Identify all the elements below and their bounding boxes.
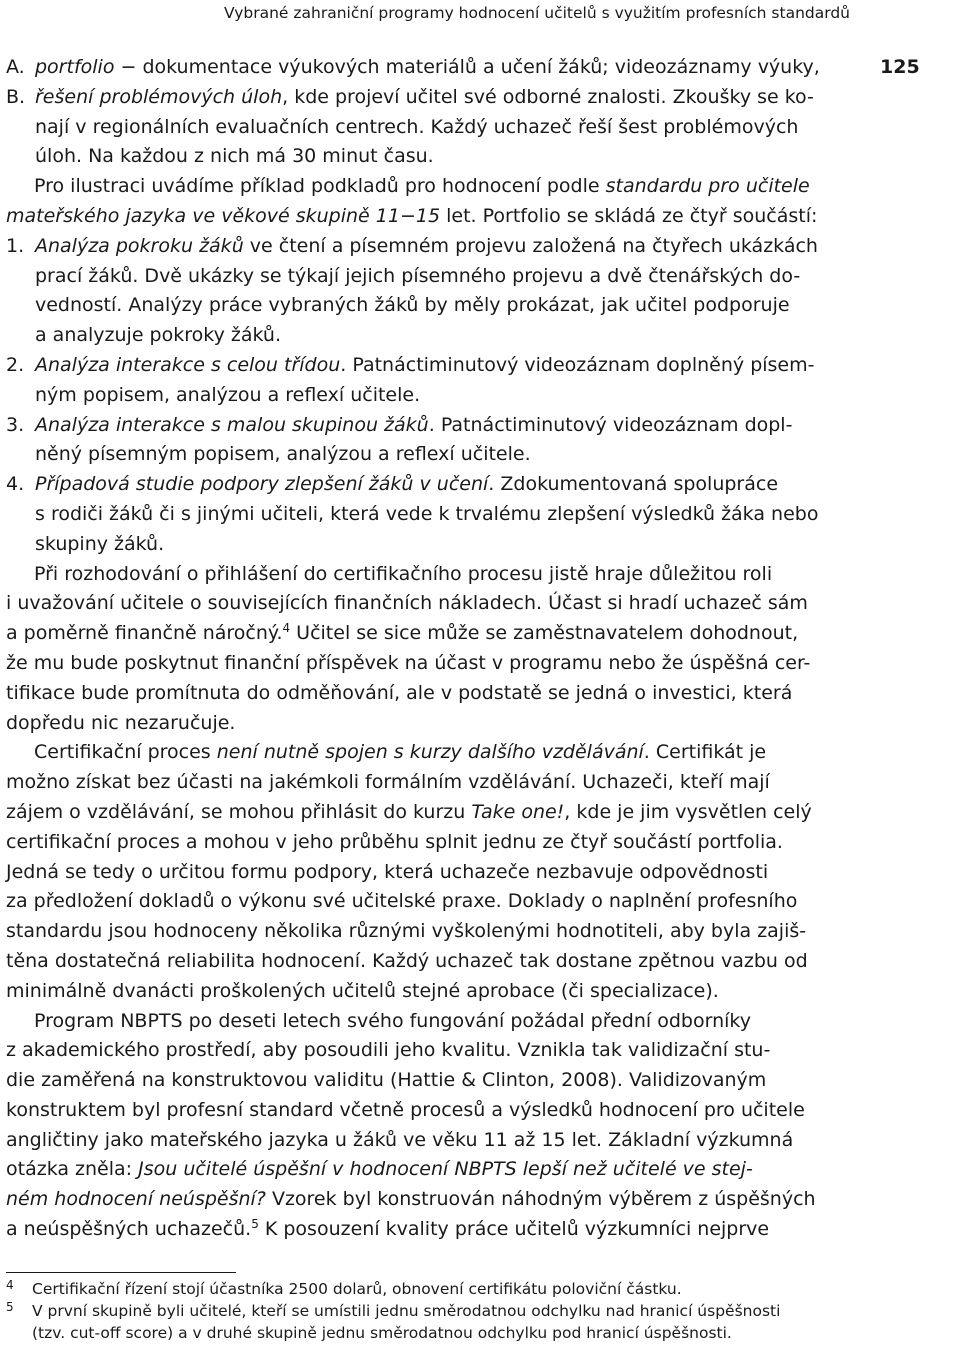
paragraph-line: standardu jsou hodnoceny několika různými vyškolenými hodnotiteli, aby byla zajiš- [6, 920, 807, 943]
paragraph-line [6, 1185, 848, 1215]
text: . Zdokumentovaná spolupráce [488, 473, 779, 496]
text-line: skupiny žáků. [35, 532, 165, 555]
component-4 [6, 470, 848, 500]
footnote-number: 4 [6, 1278, 14, 1292]
text: Učitel se sice může se zaměstnavatelem dohodnout, [290, 622, 799, 645]
footnote-number: 5 [6, 1300, 14, 1314]
text-line: vedností. Analýzy práce vybraných žáků by měly prokázat, jak učitel podporuje [35, 294, 790, 317]
intro-line [6, 172, 848, 202]
main-text [6, 53, 848, 1245]
text-line: něný písemným popisem, analýzou a reflexí učitele. [35, 443, 531, 466]
footnote-4 [6, 1278, 852, 1300]
component-title: Analýza pokroku žáků [35, 234, 244, 257]
text: − dokumentace výukových materiálů a učení žáků; videozáznamy výuky, [114, 56, 820, 78]
text: otázka zněla: [6, 1158, 139, 1181]
text-line: úloh. Na každou z nich má 30 minut času. [35, 145, 434, 168]
text: . Patnáctiminutový videozáznam dopl- [428, 413, 793, 436]
paragraph-line: die zaměřená na konstruktovou validitu (Hattie & Clinton, 2008). Validizovaným [6, 1069, 767, 1092]
list-label: 4. [6, 473, 25, 496]
paragraph-line: Při rozhodování o přihlášení do certifikačního procesu jistě hraje důležitou roli [34, 562, 773, 585]
text: Certifikační proces [34, 741, 217, 764]
paragraph-line: že mu bude poskytnut finanční příspěvek na účast v programu nebo že úspěšná cer- [6, 651, 811, 674]
text-line: nají v regionálních evaluačních centrech. Každý uchazeč řeší šest problémových [35, 115, 799, 138]
paragraph-line [6, 738, 848, 768]
list-label: B. [6, 85, 26, 108]
text: let. Portfolio se skládá ze čtyř součástí: [440, 204, 818, 227]
footnote-text: Certifikační řízení stojí účastníka 2500 dolarů, obnovení certifikátu poloviční částku. [32, 1280, 682, 1298]
text: zájem o vzdělávání, se mohou přihlásit do kurzu [6, 800, 472, 823]
text: . Patnáctiminutový videozáznam doplněný písem- [340, 353, 815, 376]
paragraph-line: angličtiny jako mateřského jazyka u žáků ve věku 11 až 15 let. Základní výzkumná [6, 1128, 794, 1151]
text-line: a analyzuje pokroky žáků. [35, 324, 281, 347]
paragraph-line [6, 1215, 848, 1245]
list-label: 1. [6, 234, 25, 257]
paragraph-line: i uvažování učitele o souvisejících finančních nákladech. Účast si hradí uchazeč sám [6, 592, 808, 615]
paragraph-line: z akademického prostředí, aby posoudili jeho kvalitu. Vznikla tak validizační stu- [6, 1039, 771, 1062]
list-label: 3. [6, 413, 25, 436]
list-item-b [6, 83, 848, 113]
term: řešení problémových úloh [35, 85, 283, 108]
component-3 [6, 411, 848, 441]
footnote-5 [6, 1300, 852, 1322]
text: , kde je jim vysvětlen celý [564, 800, 812, 823]
text: Vzorek byl konstruován náhodným výběrem z úspěšných [265, 1188, 816, 1211]
footnote-5-continued: (tzv. cut-off score) a v druhé skupině jednu směrodatnou odchylku pod hranicí úspěšnosti. [32, 1324, 732, 1342]
text: a neúspěšných uchazečů. [6, 1218, 252, 1241]
footnote-text: V první skupině byli učitelé, kteří se umístili jednu směrodatnou odchylku nad hranicí úspěšnosti [32, 1302, 781, 1320]
intro-line [6, 202, 848, 232]
component-2 [6, 351, 848, 381]
list-item-a [6, 53, 848, 83]
paragraph-line [6, 619, 848, 649]
footnote-ref: 4 [282, 621, 291, 636]
list-label: 2. [6, 353, 25, 376]
term: standardu pro učitele [605, 175, 810, 198]
paragraph-line: minimálně dvanácti proškolených učitelů stejné aprobace (či specializace). [6, 979, 719, 1002]
paragraph-line: těna dostatečná reliabilita hodnocení. Každý uchazeč tak dostane zpětnou vazbu od [6, 949, 808, 972]
term: portfolio [35, 56, 115, 78]
text: Pro ilustraci uvádíme příklad podkladů pro hodnocení podle [34, 175, 606, 198]
paragraph-line: Program NBPTS po deseti letech svého fungování požádal přední odborníky [34, 1009, 751, 1032]
course-name: Take one! [471, 800, 565, 823]
research-question: Jsou učitelé úspěšní v hodnocení NBPTS lepší než učitelé ve stej- [138, 1158, 753, 1181]
text: . Certifikát je [643, 741, 767, 764]
text: a poměrně finančně náročný. [6, 622, 283, 645]
footnotes [6, 1278, 852, 1344]
paragraph-line: tifikace bude promítnuta do odměňování, ale v podstatě se jedná o investici, která [6, 681, 793, 704]
research-question: ném hodnocení neúspěšní? [6, 1188, 266, 1211]
text-line: prací žáků. Dvě ukázky se týkají jejich písemného projevu a dvě čtenářských do- [35, 264, 801, 287]
page-number: 125 [880, 56, 920, 78]
term: mateřského jazyka ve věkové skupině 11−15 [6, 204, 441, 227]
text-line: ným popisem, analýzou a reflexí učitele. [35, 383, 421, 406]
paragraph-line: za předložení dokladů o výkonu své učitelské praxe. Doklady o naplnění profesního [6, 890, 798, 913]
emphasis: není nutně spojen s kurzy dalšího vzdělávání [216, 741, 644, 764]
text: K posouzení kvality práce učitelů výzkumníci nejprve [258, 1218, 770, 1241]
running-header: Vybrané zahraniční programy hodnocení učitelů s využitím profesních standardů [224, 4, 850, 22]
paragraph-line: Jedná se tedy o určitou formu podpory, která uchazeče nezbavuje odpovědnosti [6, 860, 769, 883]
paragraph-line: certifikační proces a mohou v jeho průběhu splnit jednu ze čtyř součástí portfolia. [6, 830, 783, 853]
paragraph-line: možno získat bez účasti na jakémkoli formálním vzdělávání. Uchazeči, kteří mají [6, 771, 770, 794]
text-line: s rodiči žáků či s jinými učiteli, která vede k trvalému zlepšení výsledků žáka nebo [35, 502, 819, 525]
list-label: A. [6, 56, 25, 78]
component-1 [6, 232, 848, 262]
paragraph-line: dopředu nic nezaručuje. [6, 711, 236, 734]
paragraph-line: konstruktem byl profesní standard včetně procesů a výsledků hodnocení pro učitele [6, 1098, 805, 1121]
text: , kde projeví učitel své odborné znalosti. Zkoušky se ko- [282, 85, 814, 108]
footnote-ref: 5 [251, 1217, 259, 1232]
component-title: Analýza interakce s malou skupinou žáků [35, 413, 429, 436]
component-title: Případová studie podpory zlepšení žáků v učení [35, 473, 489, 496]
footnote-divider [6, 1272, 236, 1273]
text: ve čtení a písemném projevu založená na čtyřech ukázkách [243, 234, 818, 257]
component-title: Analýza interakce s celou třídou [35, 353, 341, 376]
paragraph-line [6, 1155, 848, 1185]
paragraph-line [6, 798, 848, 828]
